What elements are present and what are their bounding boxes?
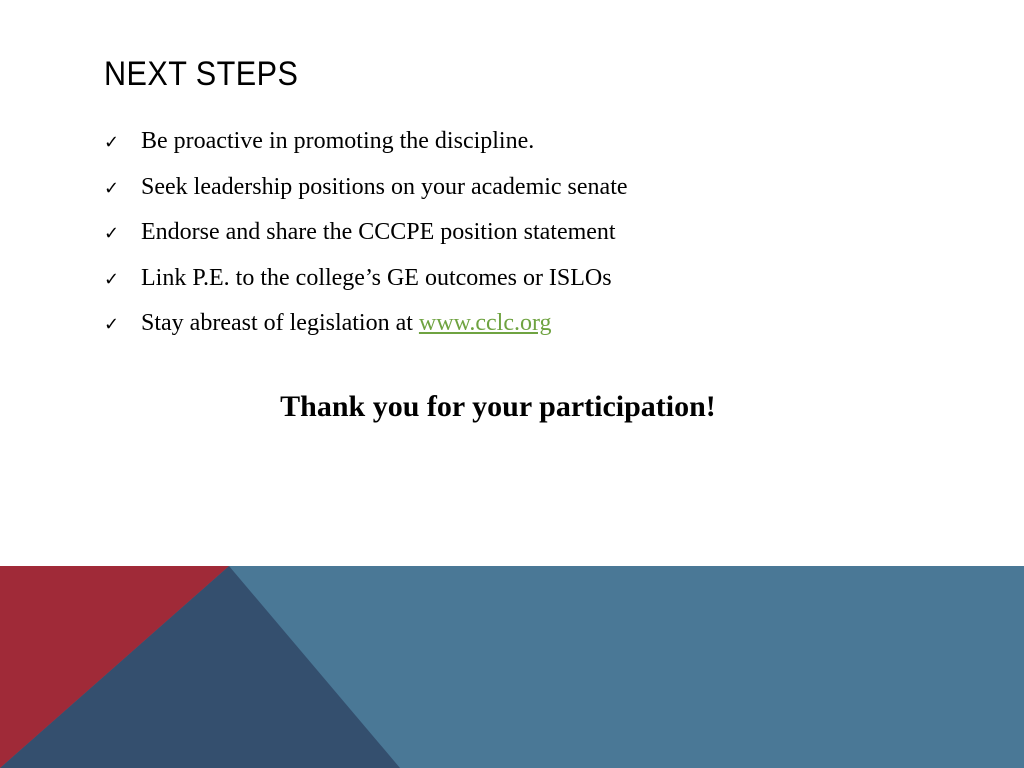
bullet-text-prefix: Stay abreast of legislation at bbox=[141, 310, 419, 336]
cclc-link[interactable]: www.cclc.org bbox=[418, 310, 552, 336]
check-icon: ✓ bbox=[104, 132, 120, 153]
bullet-item bbox=[104, 265, 628, 311]
bullet-text: Seek leadership positions on your academic senate bbox=[141, 173, 628, 200]
footer-graphic bbox=[0, 566, 1024, 768]
check-icon: ✓ bbox=[104, 177, 120, 199]
bullet-item bbox=[104, 310, 628, 356]
check-icon: ✓ bbox=[104, 314, 120, 335]
bullet-text: Endorse and share the CCCPE position statement bbox=[141, 219, 616, 245]
bullet-text: Link P.E. to the college’s GE outcomes or ISLOs bbox=[141, 264, 612, 291]
footer-banner bbox=[0, 566, 1024, 768]
bullet-item bbox=[104, 128, 628, 174]
check-icon: ✓ bbox=[104, 268, 120, 290]
bullet-item bbox=[104, 219, 628, 265]
bullet-item bbox=[104, 174, 628, 220]
check-icon: ✓ bbox=[104, 223, 120, 244]
bullet-text: Be proactive in promoting the discipline. bbox=[141, 128, 535, 154]
closing-message: Thank you for your participation! bbox=[280, 390, 716, 423]
bullet-text bbox=[141, 310, 552, 337]
slide-title: NEXT STEPS bbox=[104, 55, 299, 93]
bullet-list bbox=[104, 128, 628, 356]
